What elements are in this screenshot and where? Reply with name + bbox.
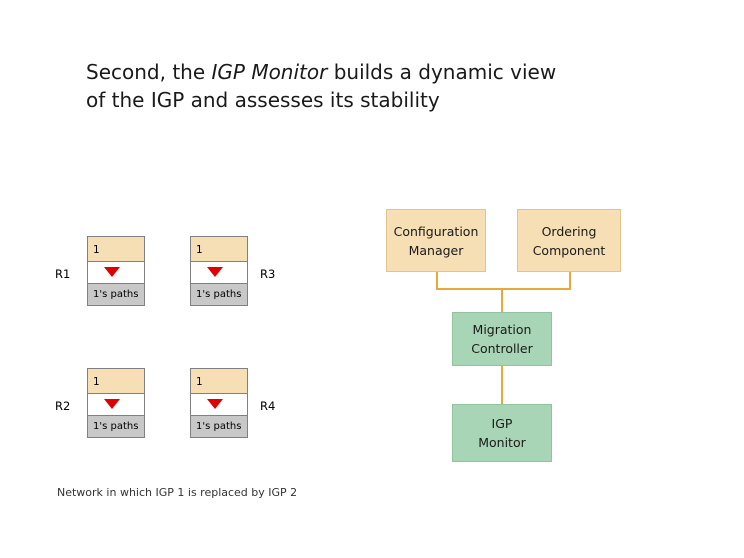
router-node-r3 — [190, 236, 248, 306]
router-label-r2: R2 — [55, 399, 71, 413]
router-arrow-cell — [87, 262, 145, 284]
router-paths-cell: 1's paths — [190, 416, 248, 438]
connector-horizontal-bus — [436, 288, 571, 290]
router-arrow-cell — [190, 262, 248, 284]
component-label-line1: IGP — [491, 416, 513, 431]
down-arrow-icon — [104, 267, 120, 277]
component-ordering-component[interactable] — [517, 209, 621, 272]
component-label-line2: Monitor — [478, 435, 526, 450]
down-arrow-icon — [207, 267, 223, 277]
component-label-line2: Controller — [471, 341, 533, 356]
component-igp-monitor[interactable] — [452, 404, 552, 462]
component-migration-controller[interactable] — [452, 312, 552, 366]
title-line-2: of the IGP and assesses its stability — [86, 88, 440, 112]
router-node-r2 — [87, 368, 145, 438]
router-label-r3: R3 — [260, 267, 276, 281]
router-paths-cell: 1's paths — [190, 284, 248, 306]
down-arrow-icon — [104, 399, 120, 409]
router-label-r1: R1 — [55, 267, 71, 281]
connector-migration-to-igp-monitor — [501, 366, 503, 404]
router-igp-cell: 1 — [190, 368, 248, 394]
router-node-r4 — [190, 368, 248, 438]
router-node-r1 — [87, 236, 145, 306]
title-text-part1: Second, the — [86, 60, 212, 84]
router-arrow-cell — [87, 394, 145, 416]
component-configuration-manager[interactable] — [386, 209, 486, 272]
page-title — [86, 58, 686, 114]
component-label-line1: Ordering — [541, 223, 597, 239]
connector-bus-to-migration-controller — [501, 288, 503, 312]
router-igp-cell: 1 — [87, 236, 145, 262]
title-emphasis: IGP Monitor — [211, 60, 328, 84]
component-label-line2: Component — [532, 242, 606, 258]
component-label-line1: Migration — [472, 322, 532, 337]
figure-caption: Network in which IGP 1 is replaced by IGP 2 — [57, 486, 298, 499]
title-text-part2: builds a dynamic view — [327, 60, 557, 84]
router-igp-cell: 1 — [190, 236, 248, 262]
router-arrow-cell — [190, 394, 248, 416]
router-label-r4: R4 — [260, 399, 276, 413]
component-label-line1: Configuration — [393, 223, 479, 239]
router-igp-cell: 1 — [87, 368, 145, 394]
down-arrow-icon — [207, 399, 223, 409]
component-label-line2: Manager — [408, 242, 464, 258]
router-paths-cell: 1's paths — [87, 284, 145, 306]
router-paths-cell: 1's paths — [87, 416, 145, 438]
